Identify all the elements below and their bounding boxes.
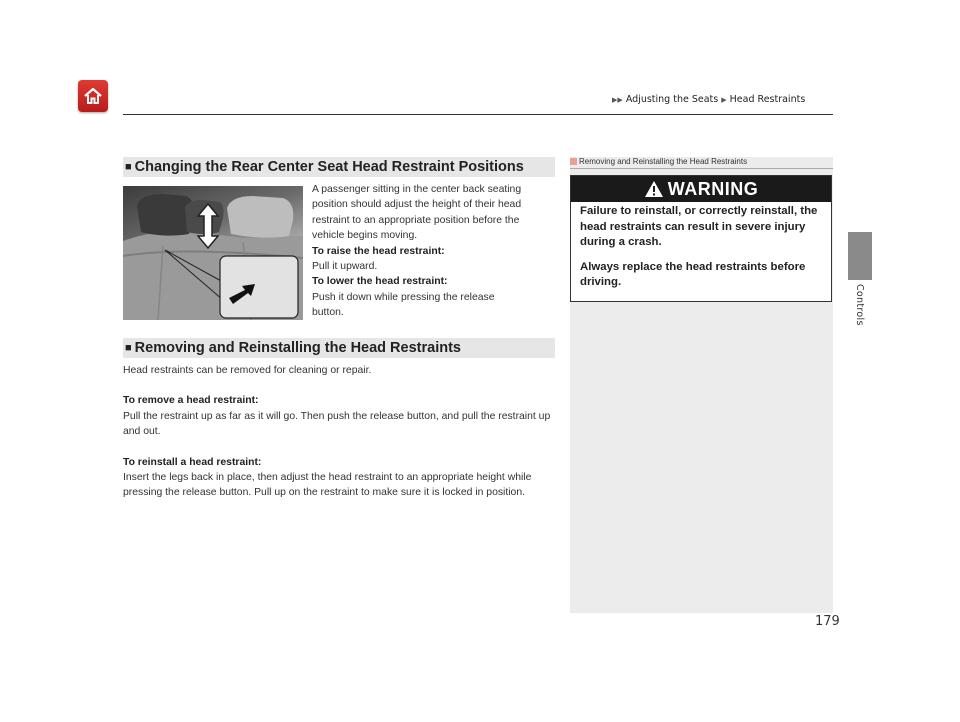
note-marker-icon: [570, 158, 577, 165]
breadcrumb-page[interactable]: Head Restraints: [729, 94, 806, 105]
section-heading-text: Changing the Rear Center Seat Head Restraint Positions: [134, 159, 524, 175]
warning-text: [580, 204, 826, 291]
raise-text: Pull it upward.: [312, 261, 378, 273]
breadcrumb-arrow-icon: ▶▶: [612, 96, 623, 104]
home-icon: [82, 85, 104, 107]
note-title: [570, 157, 747, 166]
home-button[interactable]: [78, 80, 108, 112]
seat-photo-graphic: [123, 186, 303, 320]
chapter-label: Controls: [854, 284, 865, 326]
warning-line-1: Failure to reinstall, or correctly reinstall, the head restraints can result in severe injury during a crash.: [580, 205, 818, 248]
warning-label: WARNING: [667, 178, 759, 199]
note-divider: [570, 168, 833, 169]
reinstall-heading: To reinstall a head restraint:: [123, 456, 262, 468]
breadcrumb-section[interactable]: Adjusting the Seats: [625, 94, 719, 105]
remove-text: Pull the restraint up as far as it will go. Then push the release button, and pull the restraint up and out.: [123, 410, 551, 438]
breadcrumb: [612, 94, 805, 105]
header-divider: [123, 114, 833, 115]
remove-heading: To remove a head restraint:: [123, 395, 259, 407]
square-bullet-icon: ■: [125, 161, 132, 173]
head-restraint-illustration: [123, 186, 303, 320]
section-heading-text: Removing and Reinstalling the Head Restraints: [134, 340, 461, 356]
page-number: 179: [815, 614, 840, 629]
warning-triangle-icon: [644, 180, 664, 198]
lower-heading: To lower the head restraint:: [312, 276, 448, 288]
raise-heading: To raise the head restraint:: [312, 245, 445, 257]
warning-header: [571, 176, 831, 202]
warning-line-2: Always replace the head restraints before driving.: [580, 260, 806, 288]
section2-body: [123, 363, 555, 501]
chapter-tab[interactable]: [848, 232, 872, 280]
section2-intro: Head restraints can be removed for cleaning or repair.: [123, 365, 372, 376]
section-heading-rear-center: [123, 157, 555, 177]
reinstall-text: Insert the legs back in place, then adjust the head restraint to an appropriate height while pressing the release button. Pull up on the restraint to make sure it is locked in position.: [123, 472, 532, 499]
section1-intro: A passenger sitting in the center back seating position should adjust the height of their head restraint to an appropriate position before the vehicle begins moving.: [312, 184, 522, 242]
lower-text: Push it down while pressing the release button.: [312, 291, 495, 319]
note-title-text[interactable]: Removing and Reinstalling the Head Restraints: [579, 157, 748, 166]
section1-body: [312, 182, 554, 321]
section-heading-removing: [123, 338, 555, 358]
square-bullet-icon: ■: [125, 342, 132, 354]
breadcrumb-arrow-icon: ▶: [721, 96, 727, 104]
